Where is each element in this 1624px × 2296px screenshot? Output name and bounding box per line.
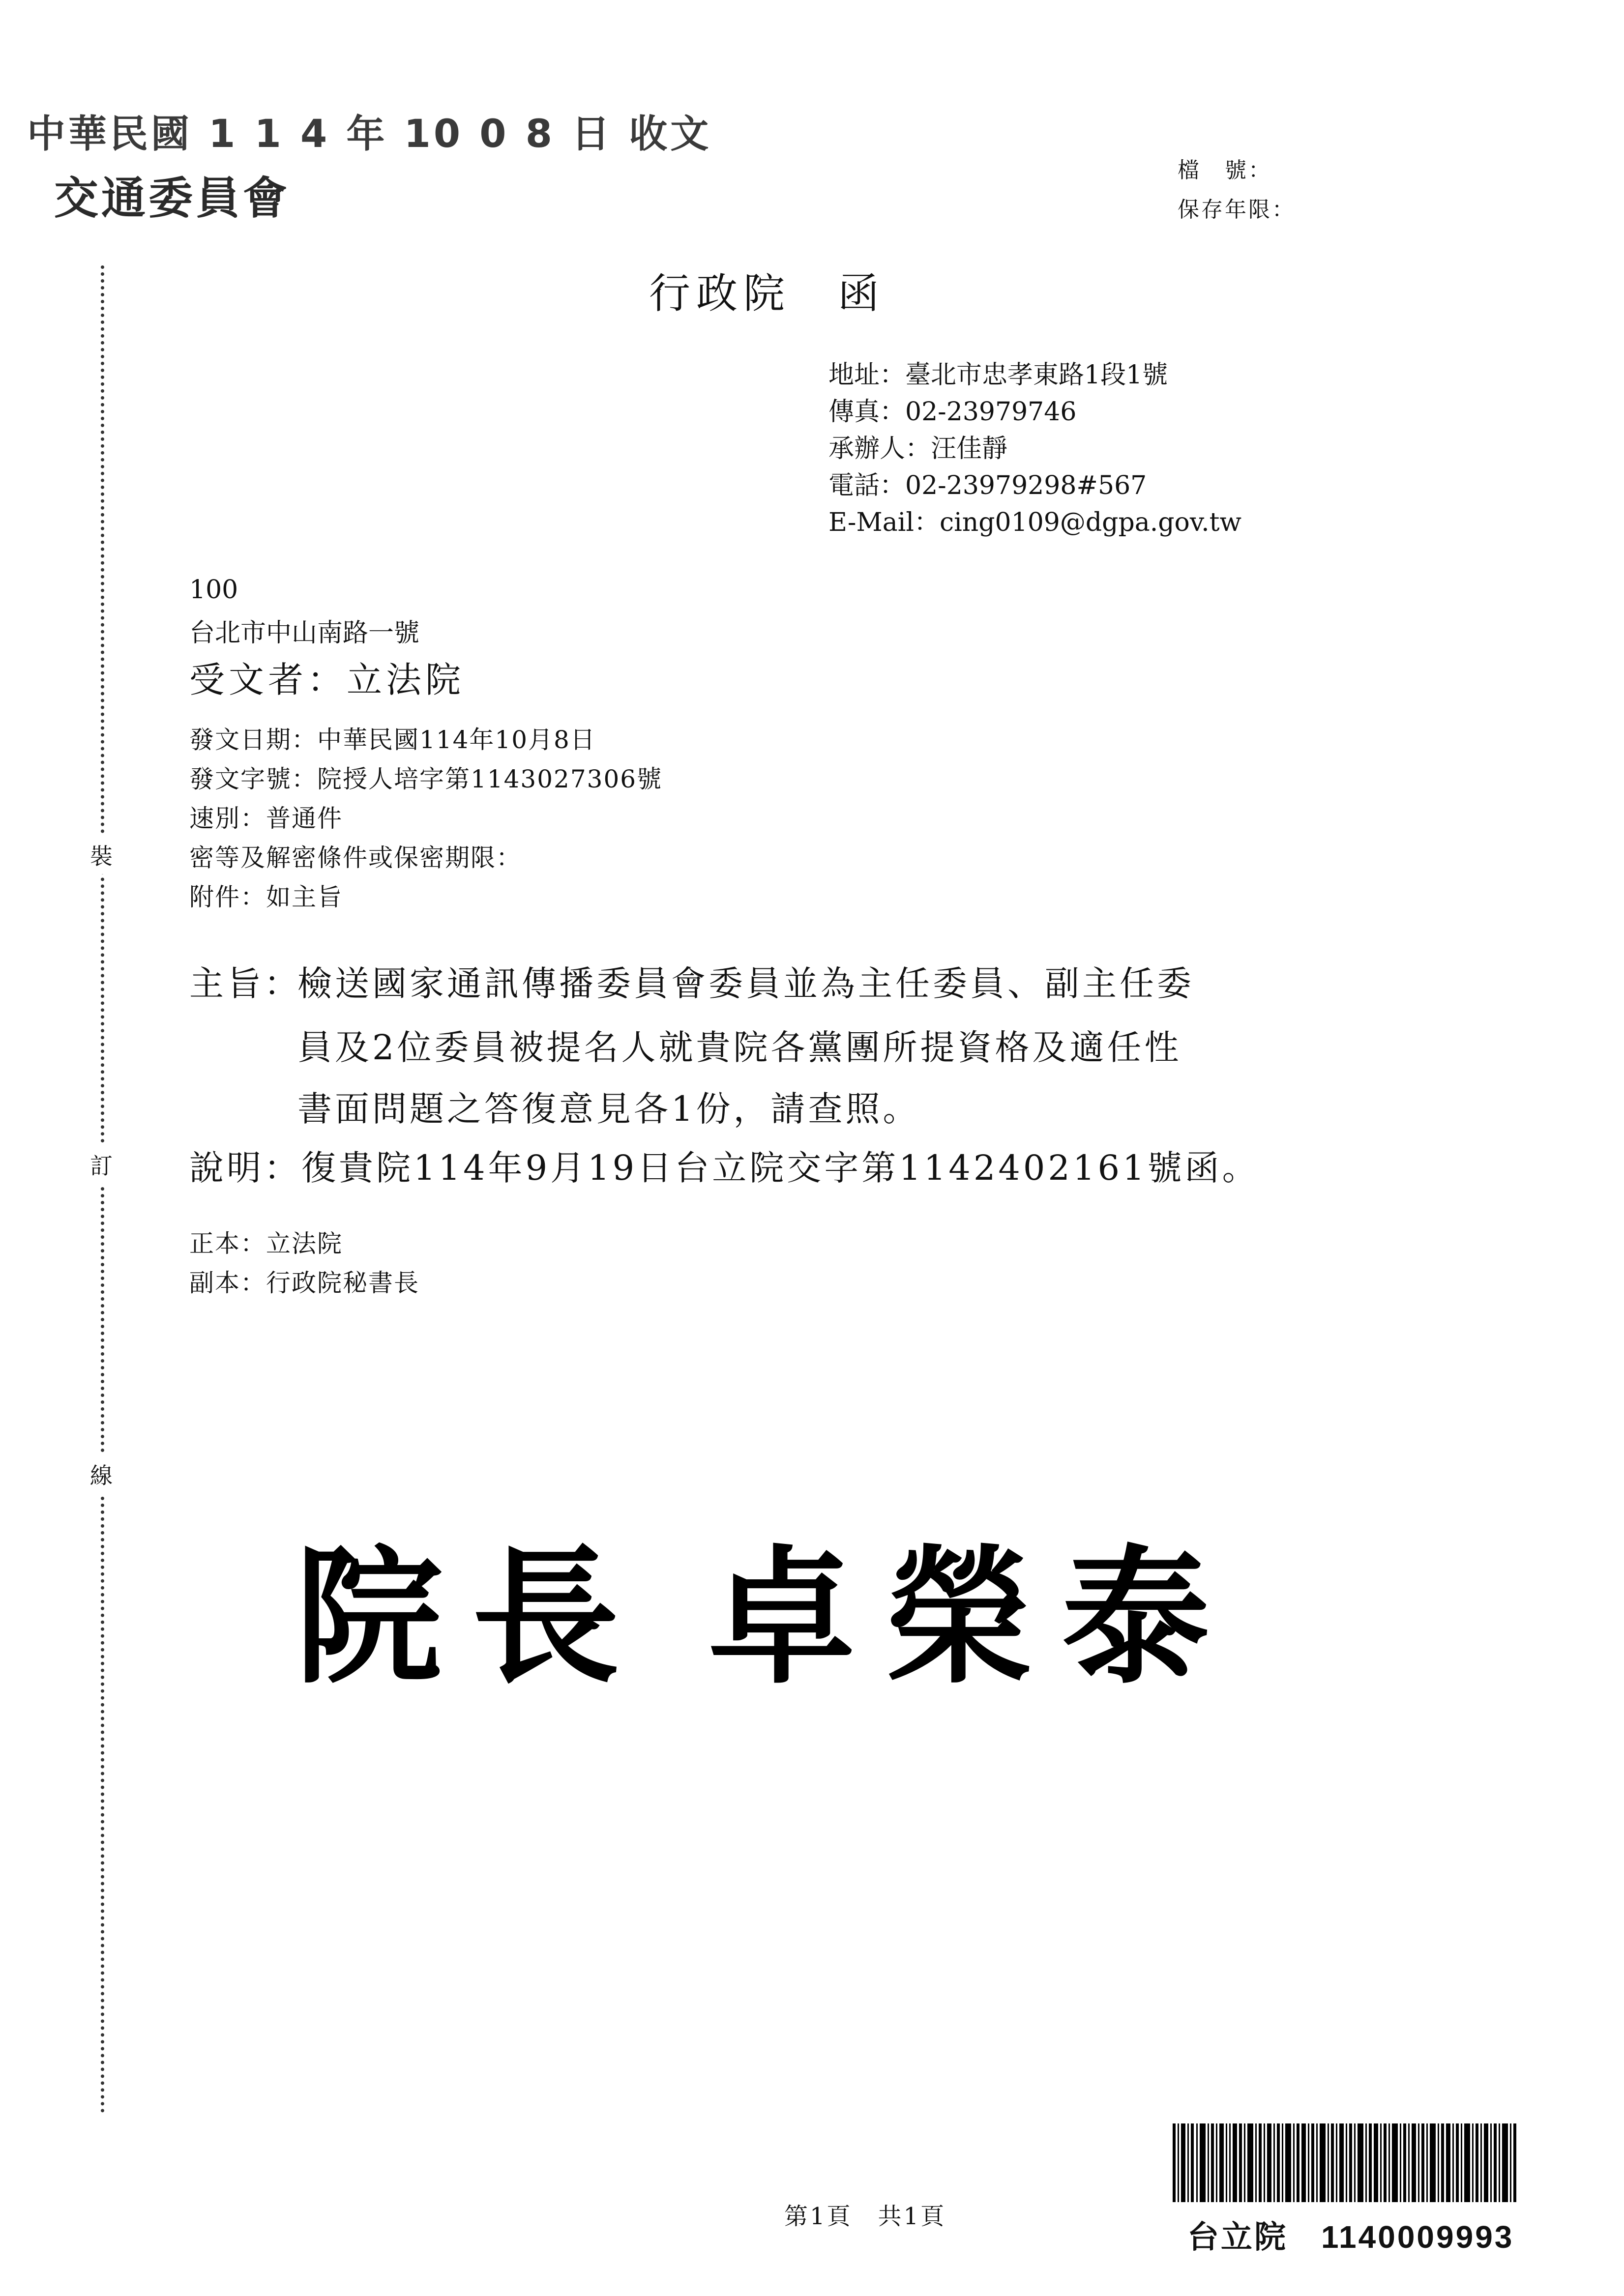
binding-char-xian: 線 [90, 1455, 113, 1493]
retention-period-label: 保存年限： [1178, 197, 1296, 222]
attachment: 附件：如主旨 [189, 883, 343, 911]
sender-email: E-Mail：cing0109@dgpa.gov.tw [828, 508, 1241, 537]
security-level: 密等及解密條件或保密期限： [189, 843, 522, 872]
sender-fax: 傳真：02-23979746 [828, 397, 1077, 427]
recipient-address: 台北市中山南路一號 [189, 618, 420, 648]
sender-address: 地址：臺北市忠孝東路1段1號 [828, 360, 1168, 390]
premier-signature [295, 1499, 1239, 1711]
explanation: 說明：復貴院114年9月19日台立院交字第1142402161號函。 [189, 1148, 1260, 1188]
document-number: 發文字號：院授人培字第1143027306號 [189, 765, 663, 793]
subject-line-1: 檢送國家通訊傳播委員會委員並為主任委員、副主任委 [297, 963, 1194, 1004]
binding-char-zhuang: 裝 [90, 836, 113, 874]
barcode-icon [1173, 2123, 1517, 2202]
binding-char-ding: 訂 [90, 1145, 113, 1184]
subject-label: 主旨： [189, 963, 301, 1004]
recipient-label: 受文者：立法院 [189, 659, 465, 700]
sender-contact: 承辦人：汪佳靜 [828, 434, 1008, 464]
subject-line-2: 員及2位委員被提名人就貴院各黨團所提資格及適任性 [297, 1027, 1182, 1068]
signature-title: 院長 [295, 1530, 649, 1704]
received-stamp-date: 中華民國 1 1 4 年 10 0 8 日 收文 [27, 112, 712, 156]
delivery-speed: 速別：普通件 [189, 804, 343, 833]
issue-date: 發文日期：中華民國114年10月8日 [189, 726, 596, 754]
barcode-number: 台立院 1140009993 [1187, 2219, 1514, 2255]
copy-recipient: 副本：行政院秘書長 [189, 1269, 419, 1297]
document-title: 行政院 函 [649, 269, 886, 318]
received-stamp-committee: 交通委員會 [54, 172, 290, 224]
subject-line-3: 書面問題之答復意見各1份，請查照。 [297, 1089, 920, 1129]
binding-line [101, 265, 104, 2114]
recipient-postal-code: 100 [189, 575, 238, 605]
sender-phone: 電話：02-23979298#567 [828, 471, 1147, 500]
original-recipient: 正本：立法院 [189, 1229, 343, 1258]
signature-name: 卓榮泰 [708, 1530, 1239, 1704]
file-number-label: 檔 號： [1178, 158, 1272, 183]
page-number: 第1頁 共1頁 [784, 2203, 946, 2230]
